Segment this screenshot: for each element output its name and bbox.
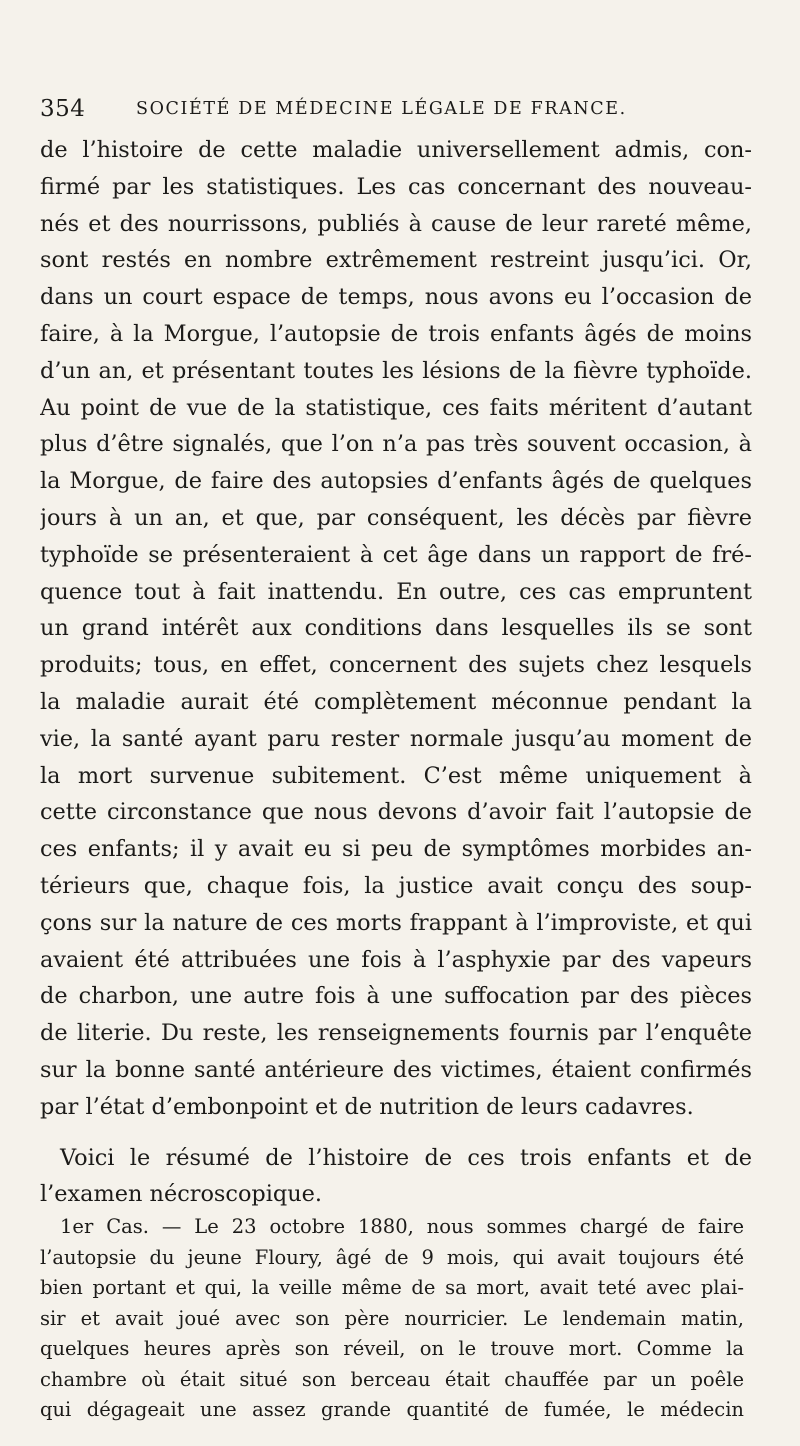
text-line: produits; tous, en effet, concernent des sujets chez lesquels	[40, 652, 752, 679]
page-header	[40, 96, 760, 130]
text-line: de l’histoire de cette maladie universellement admis, con-	[40, 137, 752, 163]
paragraph-gap	[40, 1126, 752, 1140]
text-line: l’examen nécroscopique.	[40, 1181, 323, 1208]
text-line: l’autopsie du jeune Floury, âgé de 9 mois, qui avait toujours été	[40, 1245, 744, 1269]
text-line: cette circonstance que nous devons d’avoir fait l’autopsie de	[40, 799, 752, 826]
text-line: 1er Cas. — Le 23 octobre 1880, nous sommes chargé de faire	[60, 1215, 744, 1238]
main-text	[40, 132, 752, 1213]
text-line: de charbon, une autre fois à une suffocation par des pièces	[40, 983, 752, 1010]
text-line: sur la bonne santé antérieure des victimes, étaient confirmés	[40, 1056, 752, 1083]
case-report-text	[40, 1212, 744, 1426]
text-line: jours à un an, et que, par conséquent, les décès par fièvre	[40, 504, 752, 531]
text-line: la Morgue, de faire des autopsies d’enfants âgés de quelques	[40, 468, 752, 495]
text-line: bien portant et qui, la veille même de sa mort, avait teté avec plai-	[40, 1276, 744, 1299]
text-line: de literie. Du reste, les renseignements fournis par l’enquête	[40, 1020, 752, 1047]
text-line: typhoïde se présenteraient à cet âge dans un rapport de fré-	[40, 541, 752, 568]
paragraph-summary-intro	[40, 1140, 752, 1214]
running-title: SOCIÉTÉ DE MÉDECINE LÉGALE DE FRANCE.	[136, 99, 627, 119]
text-line: d’un an, et présentant toutes les lésions de la fièvre typhoïde.	[40, 357, 752, 384]
paragraph-first-case	[40, 1212, 744, 1426]
text-line: Au point de vue de la statistique, ces faits méritent d’autant	[40, 394, 752, 421]
text-line: quelques heures après son réveil, on le trouve mort. Comme la	[40, 1337, 744, 1360]
text-line: Voici le résumé de l’histoire de ces trois enfants et de	[60, 1144, 752, 1171]
text-line: quence tout à fait inattendu. En outre, ces cas empruntent	[40, 578, 752, 605]
text-line: avaient été attribuées une fois à l’asphyxie par des vapeurs	[40, 946, 752, 973]
page-number: 354	[40, 96, 86, 122]
text-line: vie, la santé ayant paru rester normale jusqu’au moment de	[40, 725, 752, 752]
text-line: qui dégageait une assez grande quantité de fumée, le médecin	[40, 1398, 744, 1421]
text-line: nés et des nourrissons, publiés à cause de leur rareté même,	[40, 210, 752, 237]
text-line: térieurs que, chaque fois, la justice avait conçu des soup-	[40, 872, 752, 899]
text-line: la maladie aurait été complètement méconnue pendant la	[40, 688, 752, 715]
paragraph-statistics	[40, 132, 752, 1126]
text-line: sont restés en nombre extrêmement restreint jusqu’ici. Or,	[40, 247, 752, 274]
text-line: un grand intérêt aux conditions dans lesquelles ils se sont	[40, 615, 752, 642]
text-line: par l’état d’embonpoint et de nutrition de leurs cadavres.	[40, 1093, 694, 1120]
text-line: chambre où était situé son berceau était chauffée par un poêle	[40, 1367, 744, 1391]
text-line: çons sur la nature de ces morts frappant à l’improviste, et qui	[40, 909, 752, 936]
text-line: plus d’être signalés, que l’on n’a pas très souvent occasion, à	[40, 431, 752, 458]
text-line: sir et avait joué avec son père nourricier. Le lendemain matin,	[40, 1306, 744, 1330]
text-line: ces enfants; il y avait eu si peu de symptômes morbides an-	[40, 836, 752, 863]
text-line: la mort survenue subitement. C’est même uniquement à	[40, 762, 752, 789]
text-line: faire, à la Morgue, l’autopsie de trois enfants âgés de moins	[40, 320, 752, 347]
text-line: dans un court espace de temps, nous avons eu l’occasion de	[40, 284, 752, 311]
text-line: firmé par les statistiques. Les cas concernant des nouveau-	[40, 173, 752, 200]
